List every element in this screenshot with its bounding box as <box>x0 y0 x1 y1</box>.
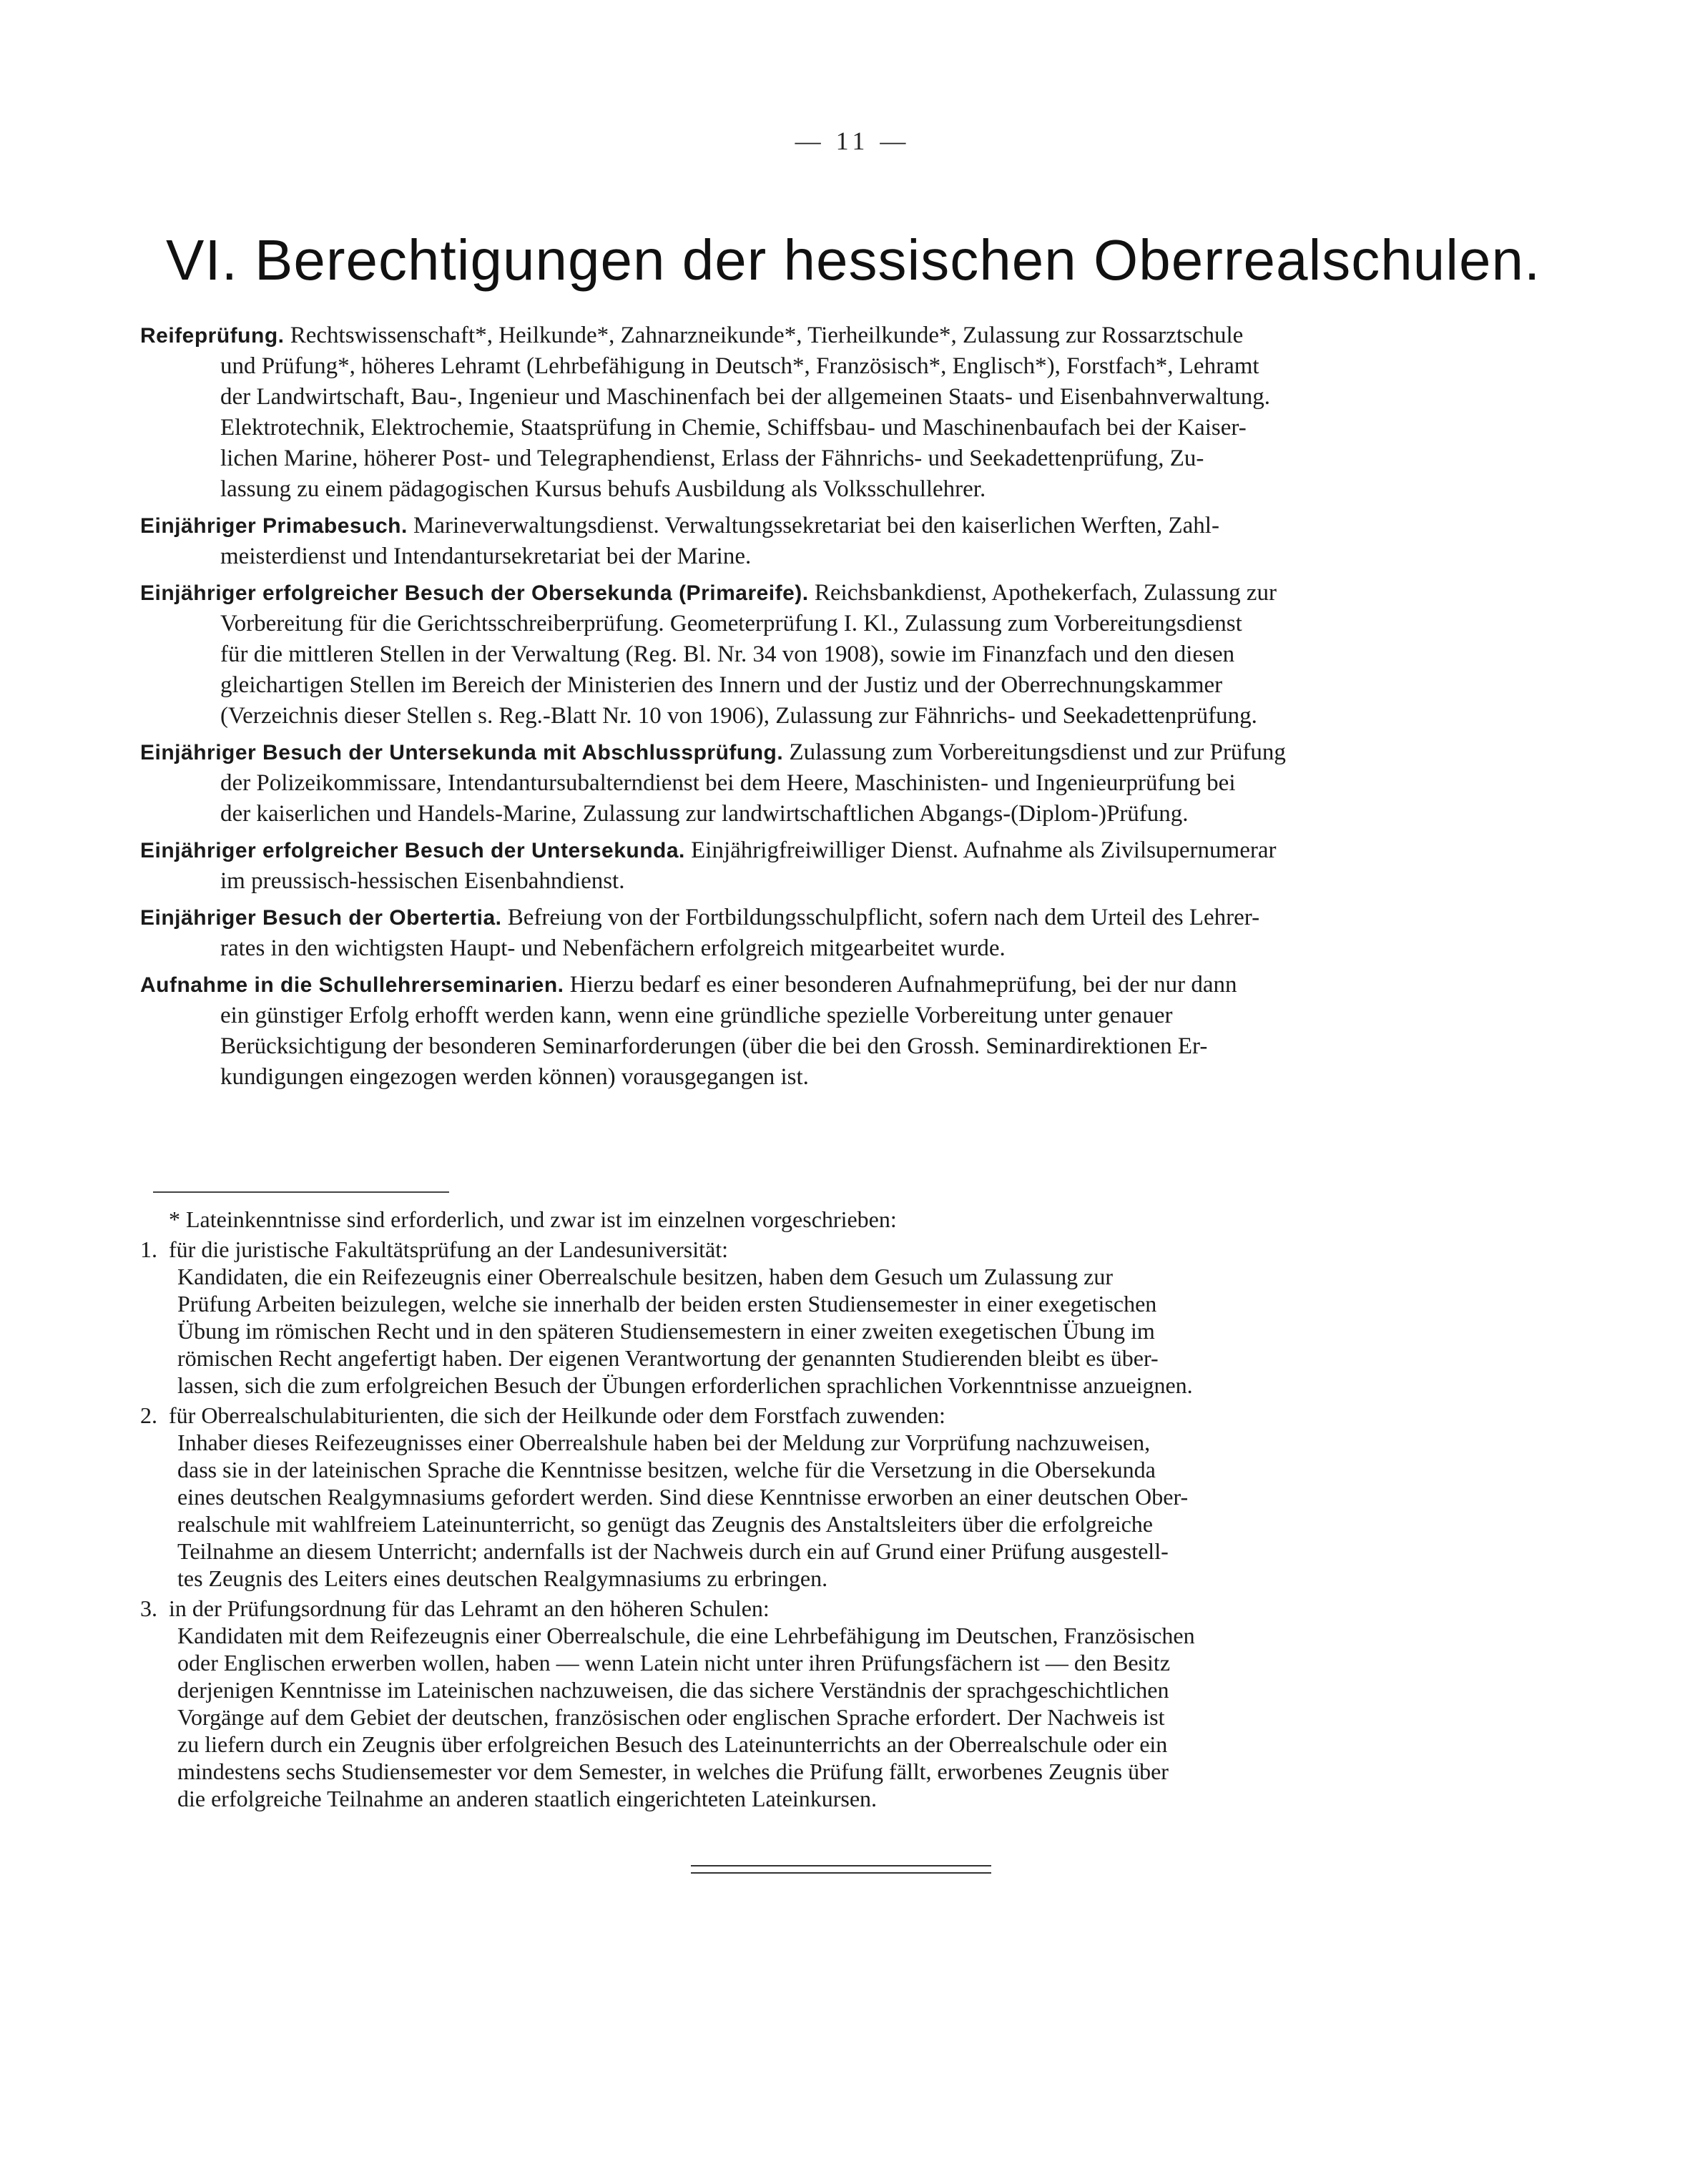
footnote-body <box>140 1263 1565 1399</box>
entry-line: gleichartigen Stellen im Bereich der Ministerien des Innern und der Justiz und der Oberrechnungskammer <box>220 672 1223 698</box>
footnote-heading <box>140 1236 1565 1263</box>
section-heading: VI. Berechtigungen der hessischen Oberrealschulen. <box>166 228 1541 292</box>
entry-line: lichen Marine, höherer Post- und Telegraphendienst, Erlass der Fähnrichs- und Seekadettenprüfung, Zu- <box>220 446 1204 471</box>
entry-first-line <box>140 902 1565 933</box>
entry-term: Einjähriger Besuch der Untersekunda mit Abschlussprüfung. <box>140 741 784 764</box>
entry-text: Marineverwaltungsdienst. Verwaltungssekretariat bei den kaiserlichen Werften, Zahl- <box>413 513 1219 538</box>
entry-first-line <box>140 578 1565 609</box>
entitlement-entry <box>140 970 1565 1093</box>
entry-line: (Verzeichnis dieser Stellen s. Reg.-Blatt Nr. 10 von 1906), Zulassung zur Fähnrichs- und Seekadettenprüfung. <box>220 703 1257 729</box>
entry-first-line <box>140 835 1565 866</box>
footnotes <box>140 1206 1565 1812</box>
footnote-heading <box>140 1402 1565 1429</box>
footnote-line: realschule mit wahlfreiem Lateinunterricht, so genügt das Zeugnis des Anstaltsleiters über die erfolgreiche <box>177 1511 1153 1537</box>
footnote-items <box>140 1236 1565 1812</box>
entitlement-entry <box>140 578 1565 732</box>
entry-line: rates in den wichtigsten Haupt- und Nebenfächern erfolgreich mitgearbeitet wurde. <box>220 935 1006 961</box>
entry-text: Einjährigfreiwilliger Dienst. Aufnahme als Zivilsupernumerar <box>691 837 1277 863</box>
entry-text: Reichsbankdienst, Apothekerfach, Zulassung zur <box>814 580 1277 606</box>
page-number: — 11 — <box>795 127 910 155</box>
entry-line: meisterdienst und Intendantursekretariat bei der Marine. <box>220 543 752 569</box>
footnote-number: 1. <box>140 1236 157 1262</box>
entry-first-line <box>140 320 1565 351</box>
footnote-heading-text: für Oberrealschulabiturienten, die sich der Heilkunde oder dem Forstfach zuwenden: <box>169 1402 945 1428</box>
footnote-item <box>140 1595 1565 1812</box>
entry-line: lassung zu einem pädagogischen Kursus behufs Ausbildung als Volksschullehrer. <box>220 476 986 502</box>
footnote-line: die erfolgreiche Teilnahme an anderen staatlich eingerichteten Lateinkursen. <box>177 1786 878 1811</box>
entry-line: ein günstiger Erfolg erhofft werden kann, wenn eine gründliche spezielle Vorbereitung unter genauer <box>220 1003 1173 1028</box>
footnote-heading-text: in der Prüfungsordnung für das Lehramt an den höheren Schulen: <box>169 1595 770 1621</box>
footnote-line: Übung im römischen Recht und in den späteren Studiensemestern in einer zweiten exegetischen Übung im <box>177 1318 1155 1344</box>
entitlement-entry <box>140 320 1565 505</box>
entry-text: Hierzu bedarf es einer besonderen Aufnahmeprüfung, bei der nur dann <box>569 972 1237 998</box>
footnote-number: 2. <box>140 1402 157 1428</box>
footnote-line: Vorgänge auf dem Gebiet der deutschen, französischen oder englischen Sprache erfordert. Der Nachweis ist <box>177 1704 1165 1730</box>
entry-term: Einjähriger Primabesuch. <box>140 514 408 538</box>
footnote-heading-text: für die juristische Fakultätsprüfung an der Landesuniversität: <box>169 1236 729 1262</box>
entry-text: Befreiung von der Fortbildungsschulpflicht, sofern nach dem Urteil des Lehrer- <box>507 905 1260 930</box>
footnote-intro: * Lateinkenntnisse sind erforderlich, und zwar ist im einzelnen vorgeschrieben: <box>169 1206 897 1232</box>
entry-line: kundigungen eingezogen werden können) vorausgegangen ist. <box>220 1064 809 1090</box>
entitlement-entry <box>140 511 1565 572</box>
entitlements-list <box>140 320 1565 1098</box>
entry-line: für die mittleren Stellen in der Verwaltung (Reg. Bl. Nr. 34 von 1908), sowie im Finanzfach und den diesen <box>220 641 1235 667</box>
entitlement-entry <box>140 902 1565 964</box>
entry-term: Aufnahme in die Schullehrerseminarien. <box>140 973 564 997</box>
entry-first-line <box>140 970 1565 1000</box>
footnote-line: lassen, sich die zum erfolgreichen Besuch der Übungen erforderlichen sprachlichen Vorkenntnisse anzueignen. <box>177 1372 1193 1398</box>
entry-line: Elektrotechnik, Elektrochemie, Staatsprüfung in Chemie, Schiffsbau- und Maschinenbaufach bei der Kaiser- <box>220 415 1247 441</box>
footnote-line: Kandidaten mit dem Reifezeugnis einer Oberrealschule, die eine Lehrbefähigung im Deutschen, Französischen <box>177 1623 1195 1648</box>
footnote-line: zu liefern durch ein Zeugnis über erfolgreichen Besuch des Lateinunterrichts an der Oberrealschule oder ein <box>177 1731 1168 1757</box>
footnote-line: dass sie in der lateinischen Sprache die Kenntnisse besitzen, welche für die Versetzung in die Obersekunda <box>177 1457 1156 1482</box>
footnote-line: tes Zeugnis des Leiters eines deutschen Realgymnasiums zu erbringen. <box>177 1565 828 1591</box>
entry-term: Reifeprüfung. <box>140 324 285 348</box>
entry-line: der Landwirtschaft, Bau-, Ingenieur und Maschinenfach bei der allgemeinen Staats- und Eisenbahnverwaltung. <box>220 384 1271 410</box>
entry-line: Vorbereitung für die Gerichtsschreiberprüfung. Geometerprüfung I. Kl., Zulassung zum Vorbereitungsdienst <box>220 611 1242 636</box>
footnote-number: 3. <box>140 1595 157 1621</box>
entry-first-line <box>140 737 1565 768</box>
entitlement-entry <box>140 737 1565 830</box>
footnote-item <box>140 1236 1565 1399</box>
footnote-line: Inhaber dieses Reifezeugnisses einer Oberrealshule haben bei der Meldung zur Vorprüfung nachzuweisen, <box>177 1430 1151 1455</box>
footnote-line: mindestens sechs Studiensemester vor dem Semester, in welches die Prüfung fällt, erworbenes Zeugnis über <box>177 1758 1169 1784</box>
footnote-heading <box>140 1595 1565 1622</box>
entry-term: Einjähriger Besuch der Obertertia. <box>140 906 502 930</box>
entry-line: und Prüfung*, höheres Lehramt (Lehrbefähigung in Deutsch*, Französisch*, Englisch*), Forstfach*, Lehramt <box>220 353 1259 379</box>
entry-line: im preussisch-hessischen Eisenbahndienst. <box>220 868 625 894</box>
entry-text: Zulassung zum Vorbereitungsdienst und zur Prüfung <box>789 739 1286 765</box>
entry-line: der kaiserlichen und Handels-Marine, Zulassung zur landwirtschaftlichen Abgangs-(Diplom-)Prüfung. <box>220 801 1189 827</box>
end-double-rule <box>691 1865 991 1874</box>
footnote-line: Teilnahme an diesem Unterricht; andernfalls ist der Nachweis durch ein auf Grund einer Prüfung ausgestell- <box>177 1538 1169 1564</box>
entry-first-line <box>140 511 1565 541</box>
entry-line: der Polizeikommissare, Intendantursubalterndienst bei dem Heere, Maschinisten- und Ingenieurprüfung bei <box>220 770 1236 796</box>
footnote-line: eines deutschen Realgymnasiums gefordert werden. Sind diese Kenntnisse erworben an einer deutschen Ober- <box>177 1484 1189 1510</box>
footnote-line: Kandidaten, die ein Reifezeugnis einer Oberrealschule besitzen, haben dem Gesuch um Zulassung zur <box>177 1264 1113 1289</box>
entitlement-entry <box>140 835 1565 897</box>
entry-line: Berücksichtigung der besonderen Seminarforderungen (über die bei den Grossh. Seminardirektionen Er- <box>220 1033 1208 1059</box>
footnote-body <box>140 1622 1565 1812</box>
footnote-item <box>140 1402 1565 1592</box>
entry-term: Einjähriger erfolgreicher Besuch der Obersekunda (Primareife). <box>140 581 809 605</box>
footnote-line: oder Englischen erwerben wollen, haben — wenn Latein nicht unter ihren Prüfungsfächern ist — den Besitz <box>177 1650 1171 1676</box>
footnote-line: Prüfung Arbeiten beizulegen, welche sie innerhalb der beiden ersten Studiensemester in einer exegetischen <box>177 1291 1157 1317</box>
entry-term: Einjähriger erfolgreicher Besuch der Untersekunda. <box>140 839 685 862</box>
footnote-separator <box>153 1191 449 1193</box>
footnote-line: derjenigen Kenntnisse im Lateinischen nachzuweisen, die das sichere Verständnis der sprachgeschichtlichen <box>177 1677 1169 1703</box>
footnote-line: römischen Recht angefertigt haben. Der eigenen Verantwortung der genannten Studierenden bleibt es über- <box>177 1345 1159 1371</box>
entry-text: Rechtswissenschaft*, Heilkunde*, Zahnarzneikunde*, Tierheilkunde*, Zulassung zur Rossarztschule <box>290 323 1244 348</box>
footnote-body <box>140 1429 1565 1592</box>
